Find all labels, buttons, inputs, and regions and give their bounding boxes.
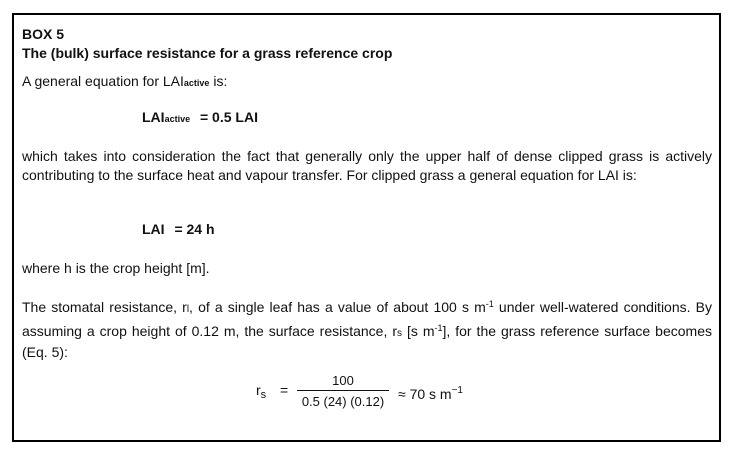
para2-e: ], for the grass reference surface becomes (Eq. 5): (22, 323, 712, 360)
intro-suffix: is: (209, 73, 228, 89)
eq3-lhs-sub: s (260, 389, 267, 401)
paragraph-stomatal (22, 295, 712, 362)
para2-a-sub: l (186, 304, 190, 315)
eq3-lhs (256, 381, 266, 402)
equation-lai-active (142, 109, 258, 125)
eq3-equals: = (280, 382, 289, 398)
eq3-numerator: 100 (332, 373, 354, 388)
where-line: where h is the crop height [m]. (22, 260, 210, 276)
eq3-denominator: 0.5 (24) (0.12) (301, 394, 385, 409)
eq3-approx (398, 381, 463, 404)
eq2-rhs: = 24 h (174, 221, 215, 237)
eq1-lhs: LAI (142, 109, 165, 125)
equation-lai (142, 221, 215, 237)
eq3-approx-text: ≈ 70 s m (398, 386, 452, 402)
paragraph-clipped-grass: which takes into consideration the fact that generally only the upper half of dense clipped grass is actively contributing to the surface heat and vapour transfer. For clipped grass a general equation for LAI is: (22, 148, 712, 183)
para2-b-sup: -1 (485, 299, 494, 309)
eq3-approx-sup: −1 (451, 385, 463, 396)
fraction-bar (297, 390, 389, 391)
para2-c: under well-watered conditions. By assuming a crop height of 0.12 m, the surface resistance, r (22, 299, 712, 339)
box-label: BOX 5 (22, 26, 65, 42)
para2-d: [s m (401, 323, 435, 339)
eq1-lhs-sub: active (164, 114, 191, 124)
intro-sub: active (183, 78, 210, 88)
eq3-fraction (297, 372, 389, 410)
intro-line (22, 72, 227, 93)
eq2-lhs: LAI (142, 221, 165, 237)
para2-d-sup: -1 (434, 323, 443, 333)
para2-b: , of a single leaf has a value of about 100 s m (189, 299, 486, 315)
para2-a: The stomatal resistance, r (22, 299, 187, 315)
intro-prefix: A general equation for LAI (22, 73, 184, 89)
eq3-lhs-main: r (256, 382, 261, 398)
box-title: The (bulk) surface resistance for a grass reference crop (22, 45, 393, 61)
para2-c-sub: s (396, 328, 402, 339)
eq1-rhs: = 0.5 LAI (199, 109, 258, 125)
